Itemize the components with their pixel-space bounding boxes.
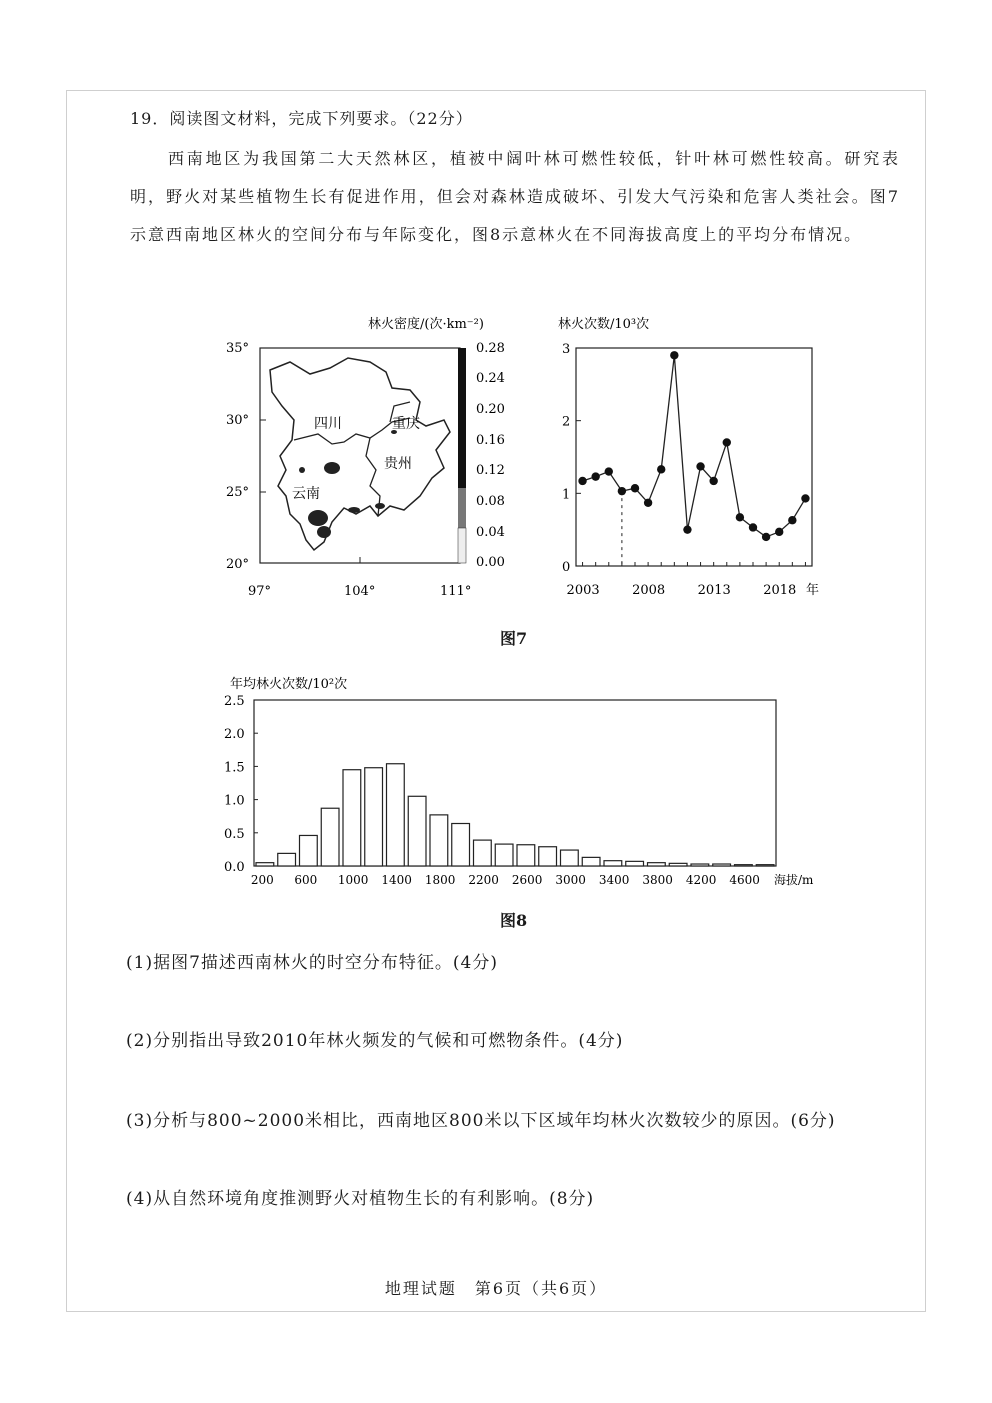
lat-label: 25° bbox=[226, 485, 250, 500]
legend-bar-mid bbox=[458, 488, 466, 528]
bar bbox=[452, 824, 470, 866]
legend-tick: 0.28 bbox=[476, 341, 505, 356]
bar bbox=[408, 796, 426, 866]
x-tick-label: 2013 bbox=[697, 583, 731, 598]
bar bbox=[626, 861, 644, 866]
data-point bbox=[578, 477, 586, 485]
y-tick-label: 1 bbox=[562, 487, 571, 503]
data-point bbox=[749, 523, 757, 531]
y-tick-label: 3 bbox=[562, 342, 571, 357]
data-point bbox=[788, 516, 796, 524]
province-label-sichuan: 四川 bbox=[314, 416, 342, 432]
question-intro: 西南地区为我国第二大天然林区，植被中阔叶林可燃性较低，针叶林可燃性较高。研究表明，野火对某些植物生长有促进作用，但会对森林造成破坏、引发大气污染和危害人类社会。图7示意西南地区林火的空间分布与年际变化，图8示意林火在不同海拔高度上的平均分布情况。 bbox=[130, 149, 900, 244]
data-point bbox=[723, 438, 731, 446]
data-point bbox=[709, 477, 717, 485]
x-tick-label: 4200 bbox=[685, 873, 717, 887]
bar bbox=[430, 815, 448, 866]
bar bbox=[648, 863, 666, 866]
legend-tick: 0.12 bbox=[476, 463, 505, 478]
y-tick-label: 0.0 bbox=[224, 860, 245, 875]
legend-tick: 0.24 bbox=[476, 371, 505, 386]
map-legend-title: 林火密度/(次·km⁻²) bbox=[368, 317, 484, 332]
legend-tick: 0.20 bbox=[476, 402, 505, 417]
x-tick-label: 2600 bbox=[511, 873, 543, 887]
bar bbox=[756, 865, 774, 866]
bar bbox=[474, 840, 492, 866]
data-point bbox=[670, 351, 678, 359]
sub-question-4: (4)从自然环境角度推测野火对植物生长的有利影响。(8分) bbox=[126, 1189, 595, 1209]
bar bbox=[713, 864, 731, 866]
lat-label: 20° bbox=[226, 557, 250, 572]
bar bbox=[365, 768, 383, 866]
sub-question-1: (1)据图7描述西南林火的时空分布特征。(4分) bbox=[126, 953, 498, 973]
x-tick-label: 1000 bbox=[337, 873, 369, 887]
legend-ticks bbox=[476, 341, 505, 570]
bar bbox=[517, 845, 535, 866]
legend-tick: 0.08 bbox=[476, 494, 505, 509]
x-tick-label: 3400 bbox=[598, 873, 630, 887]
x-tick-label: 1800 bbox=[424, 873, 456, 887]
southwest-region-outline bbox=[270, 358, 450, 550]
x-tick-label: 2200 bbox=[468, 873, 499, 887]
map-frame bbox=[260, 348, 460, 563]
data-point bbox=[618, 487, 626, 495]
y-tick-label: 1.5 bbox=[224, 760, 245, 776]
elevation-bar-chart bbox=[220, 668, 820, 893]
data-point bbox=[683, 525, 691, 533]
data-point bbox=[736, 513, 744, 521]
sub-question-3: (3)分析与800~2000米相比，西南地区800米以下区域年均林火次数较少的原因。(6分) bbox=[126, 1111, 836, 1131]
x-tick-label: 2008 bbox=[632, 583, 666, 598]
data-point bbox=[775, 528, 783, 536]
bar bbox=[300, 835, 318, 866]
legend-tick: 0.16 bbox=[476, 433, 505, 448]
bar bbox=[582, 857, 600, 866]
fire-density-map bbox=[220, 310, 530, 605]
y-tick-label: 0.5 bbox=[224, 826, 245, 842]
x-tick-label: 2003 bbox=[566, 583, 600, 598]
x-tick-label: 1400 bbox=[381, 873, 412, 887]
bar bbox=[495, 844, 513, 866]
x-tick-label: 200 bbox=[250, 873, 274, 887]
bar bbox=[278, 853, 296, 866]
y-tick-label: 0 bbox=[562, 560, 571, 575]
lon-label: 111° bbox=[440, 584, 472, 599]
bar bbox=[321, 808, 339, 866]
bar bbox=[669, 863, 687, 866]
sub-question-2: (2)分别指出导致2010年林火频发的气候和可燃物条件。(4分) bbox=[126, 1031, 624, 1051]
x-tick-label: 3800 bbox=[642, 873, 673, 887]
bar bbox=[561, 850, 579, 866]
bar bbox=[539, 847, 557, 866]
x-axis-label: 海拔/m bbox=[774, 873, 814, 887]
y-tick-label: 2.0 bbox=[224, 727, 245, 743]
x-tick-label: 3000 bbox=[555, 873, 586, 887]
data-point bbox=[657, 465, 665, 473]
bar-chart-title: 年均林火次数/10²次 bbox=[230, 677, 348, 692]
bar bbox=[735, 865, 753, 866]
figure8-label: 图8 bbox=[500, 911, 528, 930]
figure7-label: 图7 bbox=[500, 629, 528, 648]
legend-tick: 0.00 bbox=[476, 555, 505, 570]
lon-label: 104° bbox=[344, 584, 376, 599]
line-series bbox=[583, 355, 806, 537]
x-tick-label: 2018 bbox=[763, 583, 797, 598]
y-tick-label: 1.0 bbox=[224, 793, 245, 809]
y-tick-label: 2.5 bbox=[224, 694, 245, 709]
y-tick-label: 2 bbox=[562, 414, 571, 430]
lon-label: 97° bbox=[248, 584, 272, 599]
data-point bbox=[801, 494, 809, 502]
bar bbox=[691, 864, 709, 866]
x-tick-label: 4600 bbox=[729, 873, 760, 887]
legend-bar-light bbox=[458, 528, 466, 563]
bar bbox=[256, 863, 274, 866]
data-point bbox=[591, 472, 599, 480]
line-chart-title: 林火次数/10³次 bbox=[558, 317, 650, 332]
data-point bbox=[644, 499, 652, 507]
legend-bar-dark bbox=[458, 348, 466, 488]
data-point bbox=[696, 462, 704, 470]
page-footer: 地理试题 第6页（共6页） bbox=[384, 1279, 608, 1298]
data-point bbox=[605, 467, 613, 475]
bar bbox=[343, 770, 361, 866]
legend-tick: 0.04 bbox=[476, 525, 505, 540]
fire-count-line-chart bbox=[550, 310, 820, 605]
lat-label: 30° bbox=[226, 413, 250, 428]
province-label-guizhou: 贵州 bbox=[384, 456, 412, 472]
question-title: 19．阅读图文材料，完成下列要求。（22分） bbox=[130, 109, 473, 128]
bar bbox=[604, 861, 622, 866]
bar bbox=[387, 764, 405, 866]
x-tick-label: 600 bbox=[294, 873, 318, 887]
fire-hotspots bbox=[299, 430, 397, 538]
province-label-chongqing: 重庆 bbox=[392, 416, 420, 432]
lat-label: 35° bbox=[226, 341, 250, 356]
data-point bbox=[631, 484, 639, 492]
province-label-yunnan: 云南 bbox=[292, 486, 320, 502]
x-axis-label: 年 bbox=[806, 583, 820, 598]
data-point bbox=[762, 533, 770, 541]
